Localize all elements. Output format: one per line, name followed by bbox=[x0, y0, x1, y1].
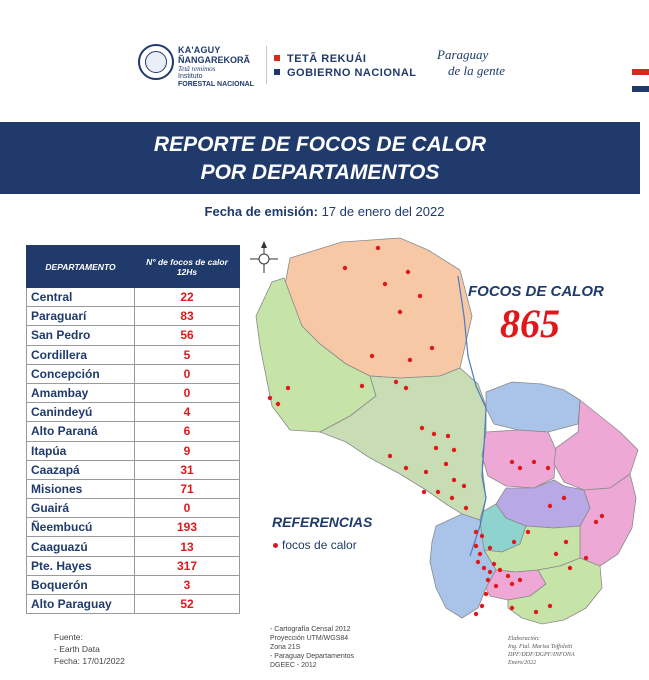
decor-stripe-red bbox=[632, 69, 649, 75]
hotspot-marker bbox=[562, 496, 566, 500]
hotspot-count: 4 bbox=[135, 403, 240, 422]
hotspot-count: 0 bbox=[135, 383, 240, 402]
hotspot-marker bbox=[532, 460, 536, 464]
flag-blue-square bbox=[274, 69, 280, 75]
hotspot-marker bbox=[480, 604, 484, 608]
cartography-line-3: Zona 21S bbox=[270, 644, 301, 651]
hotspot-marker bbox=[554, 552, 558, 556]
hotspot-count: 31 bbox=[135, 460, 240, 479]
hotspot-marker bbox=[488, 546, 492, 550]
department-name: San Pedro bbox=[27, 326, 135, 345]
hotspot-marker bbox=[568, 566, 572, 570]
hotspot-marker bbox=[452, 448, 456, 452]
hotspot-count: 9 bbox=[135, 441, 240, 460]
table-row bbox=[27, 537, 240, 556]
hotspot-marker bbox=[564, 540, 568, 544]
hotspot-count: 0 bbox=[135, 364, 240, 383]
department-name: Pte. Hayes bbox=[27, 556, 135, 575]
hotspot-marker bbox=[268, 396, 272, 400]
hotspot-marker bbox=[418, 294, 422, 298]
hotspot-marker bbox=[406, 270, 410, 274]
hotspot-marker bbox=[430, 346, 434, 350]
hotspot-count: 83 bbox=[135, 307, 240, 326]
hotspot-count: 3 bbox=[135, 575, 240, 594]
header-separator bbox=[266, 46, 267, 84]
hotspot-marker bbox=[510, 460, 514, 464]
hotspot-marker bbox=[432, 432, 436, 436]
department-name: Paraguarí bbox=[27, 307, 135, 326]
department-name: Caaguazú bbox=[27, 537, 135, 556]
hotspot-count: 56 bbox=[135, 326, 240, 345]
department-name: Alto Paraná bbox=[27, 422, 135, 441]
hotspot-marker bbox=[276, 402, 280, 406]
hotspot-marker bbox=[600, 514, 604, 518]
hotspot-marker bbox=[476, 560, 480, 564]
hotspot-marker bbox=[436, 490, 440, 494]
legend-hotspot-label: focos de calor bbox=[282, 538, 357, 552]
cartography-line-5: DGEEC - 2012 bbox=[270, 662, 317, 669]
table-row bbox=[27, 403, 240, 422]
hotspot-marker bbox=[484, 592, 488, 596]
table-row bbox=[27, 460, 240, 479]
hotspot-marker bbox=[498, 568, 502, 572]
hotspot-count: 71 bbox=[135, 479, 240, 498]
compass-rose-icon bbox=[250, 241, 278, 273]
hotspot-count: 5 bbox=[135, 345, 240, 364]
hotspot-count: 13 bbox=[135, 537, 240, 556]
report-title-line-1: REPORTE DE FOCOS DE CALOR bbox=[153, 133, 487, 156]
government-line-1: TETÃ REKUÁI bbox=[287, 53, 367, 65]
hotspot-marker bbox=[360, 384, 364, 388]
table-row bbox=[27, 345, 240, 364]
hotspot-marker bbox=[474, 612, 478, 616]
hotspot-marker bbox=[388, 454, 392, 458]
department-name: Ñeembucú bbox=[27, 518, 135, 537]
hotspot-count: 6 bbox=[135, 422, 240, 441]
table-row bbox=[27, 479, 240, 498]
hotspot-table bbox=[26, 245, 240, 614]
hotspot-marker bbox=[383, 282, 387, 286]
hotspot-marker bbox=[434, 446, 438, 450]
table-row bbox=[27, 441, 240, 460]
hotspot-count: 193 bbox=[135, 518, 240, 537]
hotspot-marker bbox=[376, 246, 380, 250]
credit-line-2: Ing. Ftal. Marisa Toffoletti bbox=[508, 644, 573, 650]
hotspot-marker bbox=[482, 566, 486, 570]
hotspot-marker bbox=[488, 570, 492, 574]
source-line-3: Fecha: 17/01/2022 bbox=[54, 656, 125, 666]
legend-hotspot-marker bbox=[273, 543, 278, 548]
department-name: Itapúa bbox=[27, 441, 135, 460]
hotspot-marker bbox=[420, 426, 424, 430]
hotspot-marker bbox=[452, 478, 456, 482]
table-row bbox=[27, 326, 240, 345]
hotspot-marker bbox=[394, 380, 398, 384]
cartography-line-2: Proyección UTM/WGS84 bbox=[270, 635, 349, 642]
table-row bbox=[27, 288, 240, 307]
hotspot-marker bbox=[518, 466, 522, 470]
institution-line-3: Tetã remimos bbox=[178, 65, 216, 73]
hotspot-marker bbox=[474, 544, 478, 548]
hotspot-marker bbox=[510, 606, 514, 610]
hotspot-marker bbox=[510, 582, 514, 586]
department-name: Central bbox=[27, 288, 135, 307]
department-san-pedro bbox=[482, 430, 556, 488]
source-line-2: - Earth Data bbox=[54, 644, 100, 654]
hotspot-marker bbox=[548, 504, 552, 508]
report-title-line-2: POR DEPARTAMENTOS bbox=[200, 161, 440, 184]
credit-line-4: Enero/2022 bbox=[508, 660, 537, 666]
focos-total: 865 bbox=[500, 301, 560, 346]
department-name: Guairá bbox=[27, 499, 135, 518]
department-name: Boquerón bbox=[27, 575, 135, 594]
government-line-2: GOBIERNO NACIONAL bbox=[287, 67, 417, 79]
cartography-line-4: - Paraguay Departamentos bbox=[270, 653, 355, 660]
hotspot-count: 52 bbox=[135, 595, 240, 614]
hotspot-marker bbox=[404, 466, 408, 470]
institution-line-4: Instituto bbox=[178, 73, 203, 80]
credit-line-3: DPF/DDF/DGPF/INFONA bbox=[508, 652, 575, 658]
hotspot-marker bbox=[480, 534, 484, 538]
hotspot-marker bbox=[492, 562, 496, 566]
hotspot-marker bbox=[444, 462, 448, 466]
department-name: Amambay bbox=[27, 383, 135, 402]
decor-stripe-blue bbox=[632, 86, 649, 92]
hotspot-marker bbox=[343, 266, 347, 270]
cartography-line-1: - Cartografía Censal 2012 bbox=[270, 626, 351, 633]
institution-line-5: FORESTAL NACIONAL bbox=[178, 81, 254, 88]
hotspot-marker bbox=[506, 574, 510, 578]
hotspot-marker bbox=[518, 578, 522, 582]
slogan-line-2: de la gente bbox=[448, 63, 506, 78]
hotspot-marker bbox=[286, 386, 290, 390]
hotspot-marker bbox=[450, 496, 454, 500]
hotspot-count: 317 bbox=[135, 556, 240, 575]
institution-line-1: KA'AGUY bbox=[178, 45, 221, 55]
table-row bbox=[27, 364, 240, 383]
table-row bbox=[27, 518, 240, 537]
focos-title: FOCOS DE CALOR bbox=[468, 283, 604, 300]
credit-line-1: Elaboración: bbox=[508, 636, 540, 642]
hotspot-marker bbox=[548, 604, 552, 608]
hotspot-marker bbox=[404, 386, 408, 390]
table-row bbox=[27, 499, 240, 518]
hotspot-marker bbox=[494, 584, 498, 588]
department-name: Cordillera bbox=[27, 345, 135, 364]
department-name: Caazapá bbox=[27, 460, 135, 479]
department-name: Canindeyú bbox=[27, 403, 135, 422]
table-row bbox=[27, 556, 240, 575]
table-header-department: DEPARTAMENTO bbox=[27, 246, 135, 288]
hotspot-marker bbox=[424, 470, 428, 474]
table-row bbox=[27, 307, 240, 326]
department-concepcion bbox=[486, 382, 580, 432]
emission-date-value: 17 de enero del 2022 bbox=[321, 204, 445, 219]
hotspot-count: 0 bbox=[135, 499, 240, 518]
hotspot-marker bbox=[546, 466, 550, 470]
hotspot-marker bbox=[462, 484, 466, 488]
hotspot-marker bbox=[446, 434, 450, 438]
table-row bbox=[27, 383, 240, 402]
hotspot-marker bbox=[526, 530, 530, 534]
hotspot-marker bbox=[512, 540, 516, 544]
department-name: Alto Paraguay bbox=[27, 595, 135, 614]
hotspot-marker bbox=[408, 358, 412, 362]
slogan-line-1: Paraguay bbox=[437, 47, 489, 62]
hotspot-marker bbox=[486, 578, 490, 582]
hotspot-marker bbox=[398, 310, 402, 314]
table-row bbox=[27, 575, 240, 594]
hotspot-marker bbox=[464, 506, 468, 510]
flag-red-square bbox=[274, 55, 280, 61]
hotspot-marker bbox=[478, 552, 482, 556]
department-name: Concepción bbox=[27, 364, 135, 383]
hotspot-count: 22 bbox=[135, 288, 240, 307]
table-row bbox=[27, 422, 240, 441]
institution-seal bbox=[138, 44, 174, 80]
hotspot-marker bbox=[474, 530, 478, 534]
hotspot-marker bbox=[584, 556, 588, 560]
department-name: Misiones bbox=[27, 479, 135, 498]
hotspot-marker bbox=[594, 520, 598, 524]
legend-title: REFERENCIAS bbox=[272, 514, 373, 530]
hotspot-marker bbox=[422, 490, 426, 494]
hotspot-marker bbox=[370, 354, 374, 358]
table-header-count: N° de focos de calor 12Hs bbox=[135, 246, 240, 288]
emission-date bbox=[0, 204, 649, 219]
hotspot-marker bbox=[534, 610, 538, 614]
table-row bbox=[27, 595, 240, 614]
emission-label: Fecha de emisión: bbox=[204, 204, 318, 219]
source-line-1: Fuente: bbox=[54, 632, 83, 642]
institution-line-2: ÑANGAREKORÃ bbox=[178, 55, 250, 65]
